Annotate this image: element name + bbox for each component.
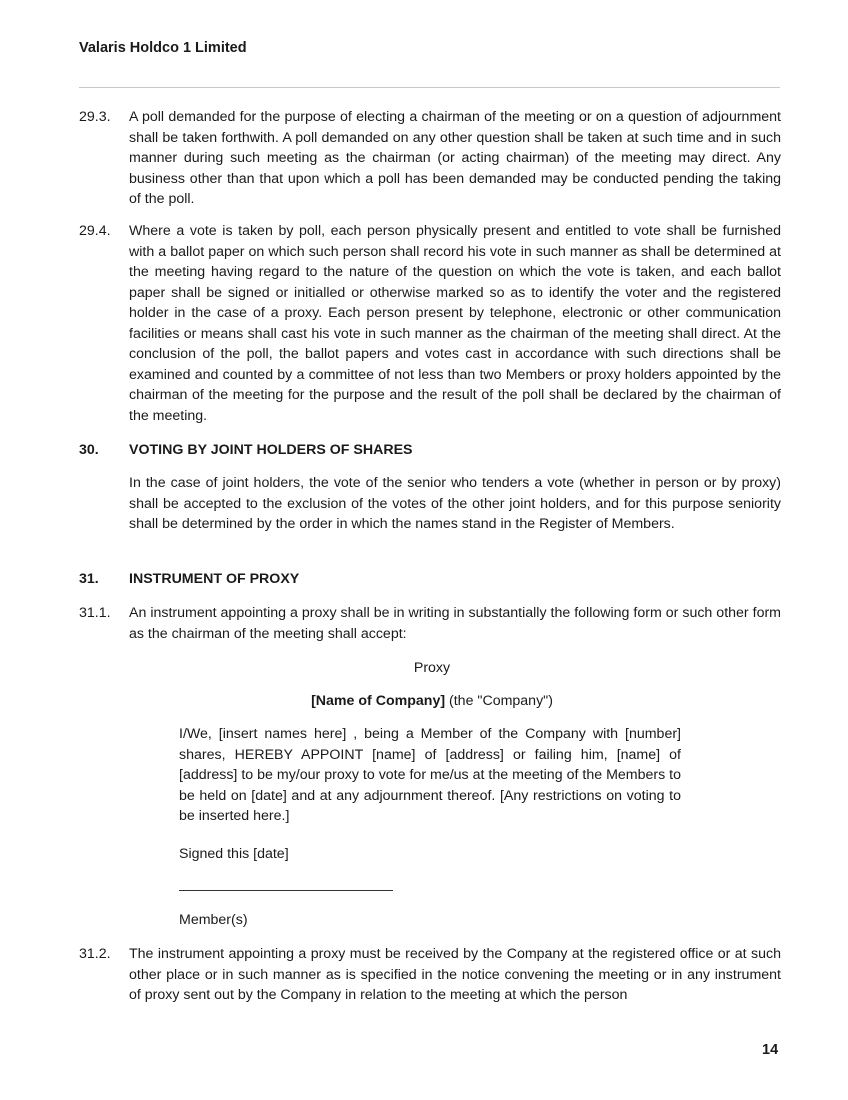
document-header-title: Valaris Holdco 1 Limited — [79, 40, 247, 56]
clause-text: Where a vote is taken by poll, each person physically present and entitled to vote shall be furnished with a ballot paper on which such person shall record his vote in such manner as shall be determined at the meeting having regard to the nature of the question on which the vote is taken, and each ballot paper shall be signed or initialled or otherwise marked so as to identify the voter and the registered holder in the case of a proxy. Each person present by telephone, electronic or other communication facilities or means shall cast his vote in such manner as the chairman of the meeting shall direct. At the conclusion of the poll, the ballot papers and votes cast in accordance with such directions shall be examined and counted by a committee of not less than two Members or proxy holders appointed by the chairman of the meeting for the purpose and the result of the poll shall be declared by the chairman of the meeting. — [129, 223, 781, 424]
proxy-company-line — [8, 691, 848, 712]
signature-line — [179, 890, 393, 891]
clause-text: The instrument appointing a proxy must be received by the Company at the registered office or at such other place or in such manner as is specified in the notice convening the meeting or in any instrument of proxy sent out by the Company in relation to the meeting at which the person — [129, 946, 781, 1003]
clause-29-4 — [79, 221, 781, 426]
section-30-heading — [79, 440, 781, 461]
clause-29-3 — [79, 107, 781, 210]
section-31-heading — [79, 569, 781, 590]
clause-number: 29.3. — [79, 109, 111, 125]
clause-text: An instrument appointing a proxy shall be in writing in substantially the following form or such other form as the chairman of the meeting shall accept: — [129, 605, 781, 642]
proxy-company-name: [Name of Company] — [311, 693, 446, 709]
section-number: 30. — [79, 442, 99, 458]
clause-number: 31.2. — [79, 946, 111, 962]
section-heading: VOTING BY JOINT HOLDERS OF SHARES — [129, 442, 413, 458]
section-number: 31. — [79, 571, 99, 587]
clause-31-2 — [79, 944, 781, 1006]
section-30-body — [79, 473, 781, 535]
page-number: 14 — [762, 1042, 779, 1058]
clause-31-1 — [79, 603, 781, 644]
clause-text: A poll demanded for the purpose of electing a chairman of the meeting or on a question of adjournment shall be taken forthwith. A poll demanded on any other question shall be taken at such time and in such manner during such meeting as the chairman (or acting chairman) of the meeting may direct. Any business other than that upon which a poll has been demanded may be conducted pending the taking of the poll. — [129, 109, 781, 207]
proxy-company-suffix: (the "Company") — [445, 693, 553, 709]
header-divider — [79, 87, 780, 88]
section-heading: INSTRUMENT OF PROXY — [129, 571, 300, 587]
clause-number: 29.4. — [79, 223, 111, 239]
section-text: In the case of joint holders, the vote of the senior who tenders a vote (whether in person or by proxy) shall be accepted to the exclusion of the votes of the other joint holders, and for this purpose seniority shall be determined by the order in which the names stand in the Register of Members. — [129, 475, 781, 532]
proxy-form-title: Proxy — [413, 660, 451, 676]
proxy-form-body: I/We, [insert names here] , being a Member of the Company with [number] shares, HEREBY APPOINT [name] of [address] or failing him, [name] of [address] to be my/our proxy to vote for me/us at the meeting of the Members to be held on [date] and at any adjournment thereof. [Any restrictions on voting to be inserted here.] — [179, 726, 681, 824]
proxy-member-label: Member(s) — [179, 912, 248, 928]
clause-number: 31.1. — [79, 605, 111, 621]
proxy-signed-line: Signed this [date] — [179, 846, 289, 862]
